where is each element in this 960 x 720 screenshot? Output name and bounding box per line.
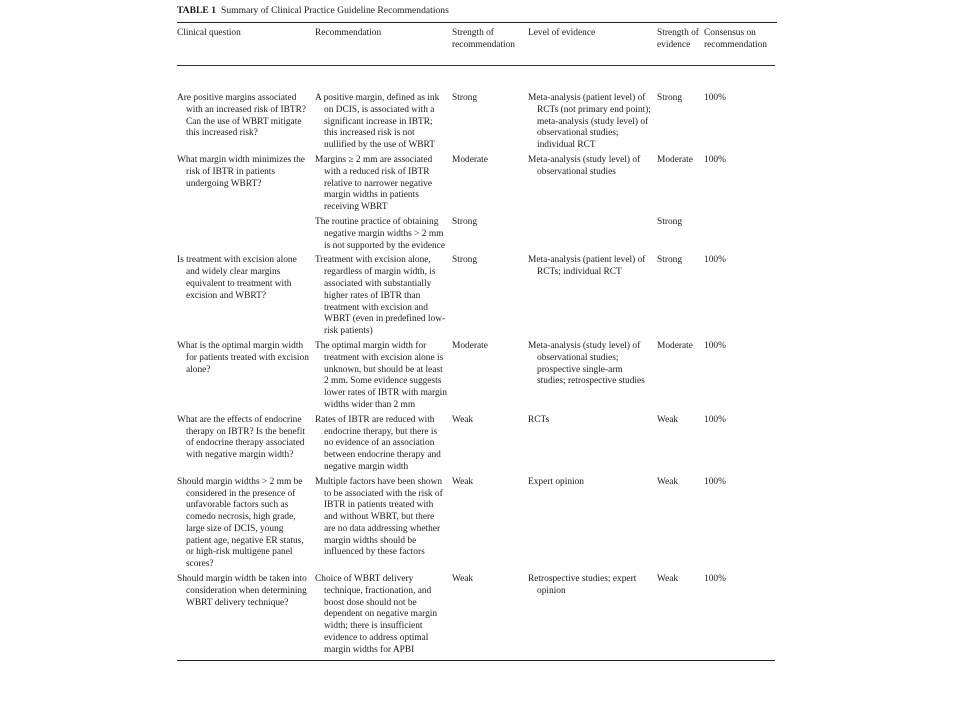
consensus-cell: 100% [704, 255, 726, 266]
evidence-strength-cell: Moderate [657, 154, 693, 165]
evidence-cell: Meta-analysis (patient level) of RCTs (not primary end point); meta-analysis (study level) of observational studies; individual RCT [528, 93, 651, 151]
evidence-cell: RCTs [528, 414, 550, 425]
consensus-cell: 100% [704, 414, 726, 425]
clinical-question-cell: Is treatment with excision alone and widely clear margins equivalent to treatment with excision and WBRT? [177, 255, 297, 301]
table-row [177, 341, 775, 415]
strength-cell: Strong [452, 93, 478, 103]
clinical-question-cell: What is the optimal margin width for patients treated with excision alone? [177, 340, 309, 375]
evidence-strength-cell: Weak [657, 414, 679, 425]
table-row [177, 255, 775, 341]
recommendation-cell: The optimal margin width for treatment with excision alone is unknown, but should be at least 2 mm. Some evidence suggests lower rates of IBTR with margin widths wider than 2 mm [315, 340, 447, 410]
recommendation-cell: A positive margin, defined as ink on DCIS, is associated with a significant increase in IBTR; this increased risk is not nullified by the use of WBRT [315, 93, 440, 151]
header-consensus: Consensus on recommendation [704, 28, 767, 50]
table-row [177, 217, 775, 255]
recommendation-cell: Choice of WBRT delivery technique, fractionation, and boost dose should not be dependent on negative margin width; there is insufficient evidence to address optimal margin widths for APBI [315, 574, 438, 655]
table-row [177, 477, 775, 574]
clinical-question-cell: What are the effects of endocrine therapy on IBTR? Is the benefit of endocrine therapy associated with negative margin width? [177, 414, 305, 461]
evidence-strength-cell: Strong [657, 255, 683, 266]
table-caption [177, 5, 777, 17]
table-row [177, 155, 775, 217]
recommendations-table [177, 23, 775, 661]
evidence-strength-cell: Strong [657, 216, 683, 227]
recommendation-cell: The routine practice of obtaining negative margin widths > 2 mm is not supported by the evidence [315, 216, 446, 251]
consensus-cell: 100% [704, 154, 726, 165]
strength-cell: Strong [452, 216, 478, 227]
header-strength-of-evidence: Strength of evidence [657, 28, 699, 50]
header-recommendation: Recommendation [315, 28, 382, 38]
evidence-strength-cell: Strong [657, 93, 683, 103]
consensus-cell: 100% [704, 476, 726, 487]
clinical-question-cell: Should margin widths > 2 mm be considered in the presence of unfavorable factors such as comedo necrosis, high grade, large size of DCIS, young patient age, negative ER status, or high-risk multigene panel scores? [177, 476, 304, 570]
strength-cell: Moderate [452, 154, 488, 165]
table-caption-text: Summary of Clinical Practice Guideline Recommendations [221, 5, 449, 16]
evidence-strength-cell: Moderate [657, 340, 693, 351]
table-document [177, 5, 777, 661]
consensus-cell: 100% [704, 574, 726, 585]
strength-cell: Strong [452, 255, 478, 266]
consensus-cell [704, 217, 775, 255]
evidence-strength-cell: Weak [657, 476, 679, 487]
table-row [177, 93, 775, 155]
clinical-question-cell: What margin width minimizes the risk of IBTR in patients undergoing WBRT? [177, 154, 305, 189]
table-row [177, 574, 775, 660]
recommendation-cell: Treatment with excision alone, regardless of margin width, is associated with substantially higher rates of IBTR than treatment with excision and WBRT (even in predefined low-risk patients) [315, 255, 446, 337]
header-strength-of-recommendation: Strength of recommendation [452, 28, 515, 50]
consensus-cell: 100% [704, 93, 726, 103]
table-row [177, 415, 775, 477]
table-label: TABLE 1 [177, 5, 217, 16]
evidence-cell: Expert opinion [528, 476, 584, 487]
header-clinical-question: Clinical question [177, 28, 241, 38]
evidence-cell: Meta-analysis (patient level) of RCTs; individual RCT [528, 255, 646, 278]
strength-cell: Weak [452, 476, 474, 487]
evidence-cell: Meta-analysis (study level) of observational studies; prospective single-arm studies; retrospective studies [528, 340, 645, 387]
recommendation-cell: Multiple factors have been shown to be associated with the risk of IBTR in patients treated with and without WBRT, but there are no data addressing whether margin widths should be influenced by these factors [315, 476, 443, 558]
strength-cell: Weak [452, 574, 474, 585]
header-level-of-evidence: Level of evidence [528, 28, 596, 38]
evidence-cell: Retrospective studies; expert opinion [528, 574, 637, 596]
header-spacer [177, 66, 775, 93]
strength-cell: Weak [452, 414, 474, 425]
evidence-strength-cell: Weak [657, 574, 679, 585]
evidence-cell [528, 217, 657, 255]
evidence-cell: Meta-analysis (study level) of observational studies [528, 154, 641, 177]
clinical-question-cell: Should margin width be taken into consideration when determining WBRT delivery technique? [177, 574, 307, 608]
consensus-cell: 100% [704, 340, 726, 351]
table-header-row [177, 23, 775, 66]
recommendation-cell: Margins ≥ 2 mm are associated with a reduced risk of IBTR relative to narrower negative margin widths in patients receiving WBRT [315, 154, 433, 213]
clinical-question-cell [177, 217, 315, 255]
recommendation-cell: Rates of IBTR are reduced with endocrine therapy, but there is no evidence of an association between endocrine therapy and negative margin width [315, 414, 441, 472]
strength-cell: Moderate [452, 340, 488, 351]
clinical-question-cell: Are positive margins associated with an increased risk of IBTR? Can the use of WBRT mitigate this increased risk? [177, 93, 307, 139]
